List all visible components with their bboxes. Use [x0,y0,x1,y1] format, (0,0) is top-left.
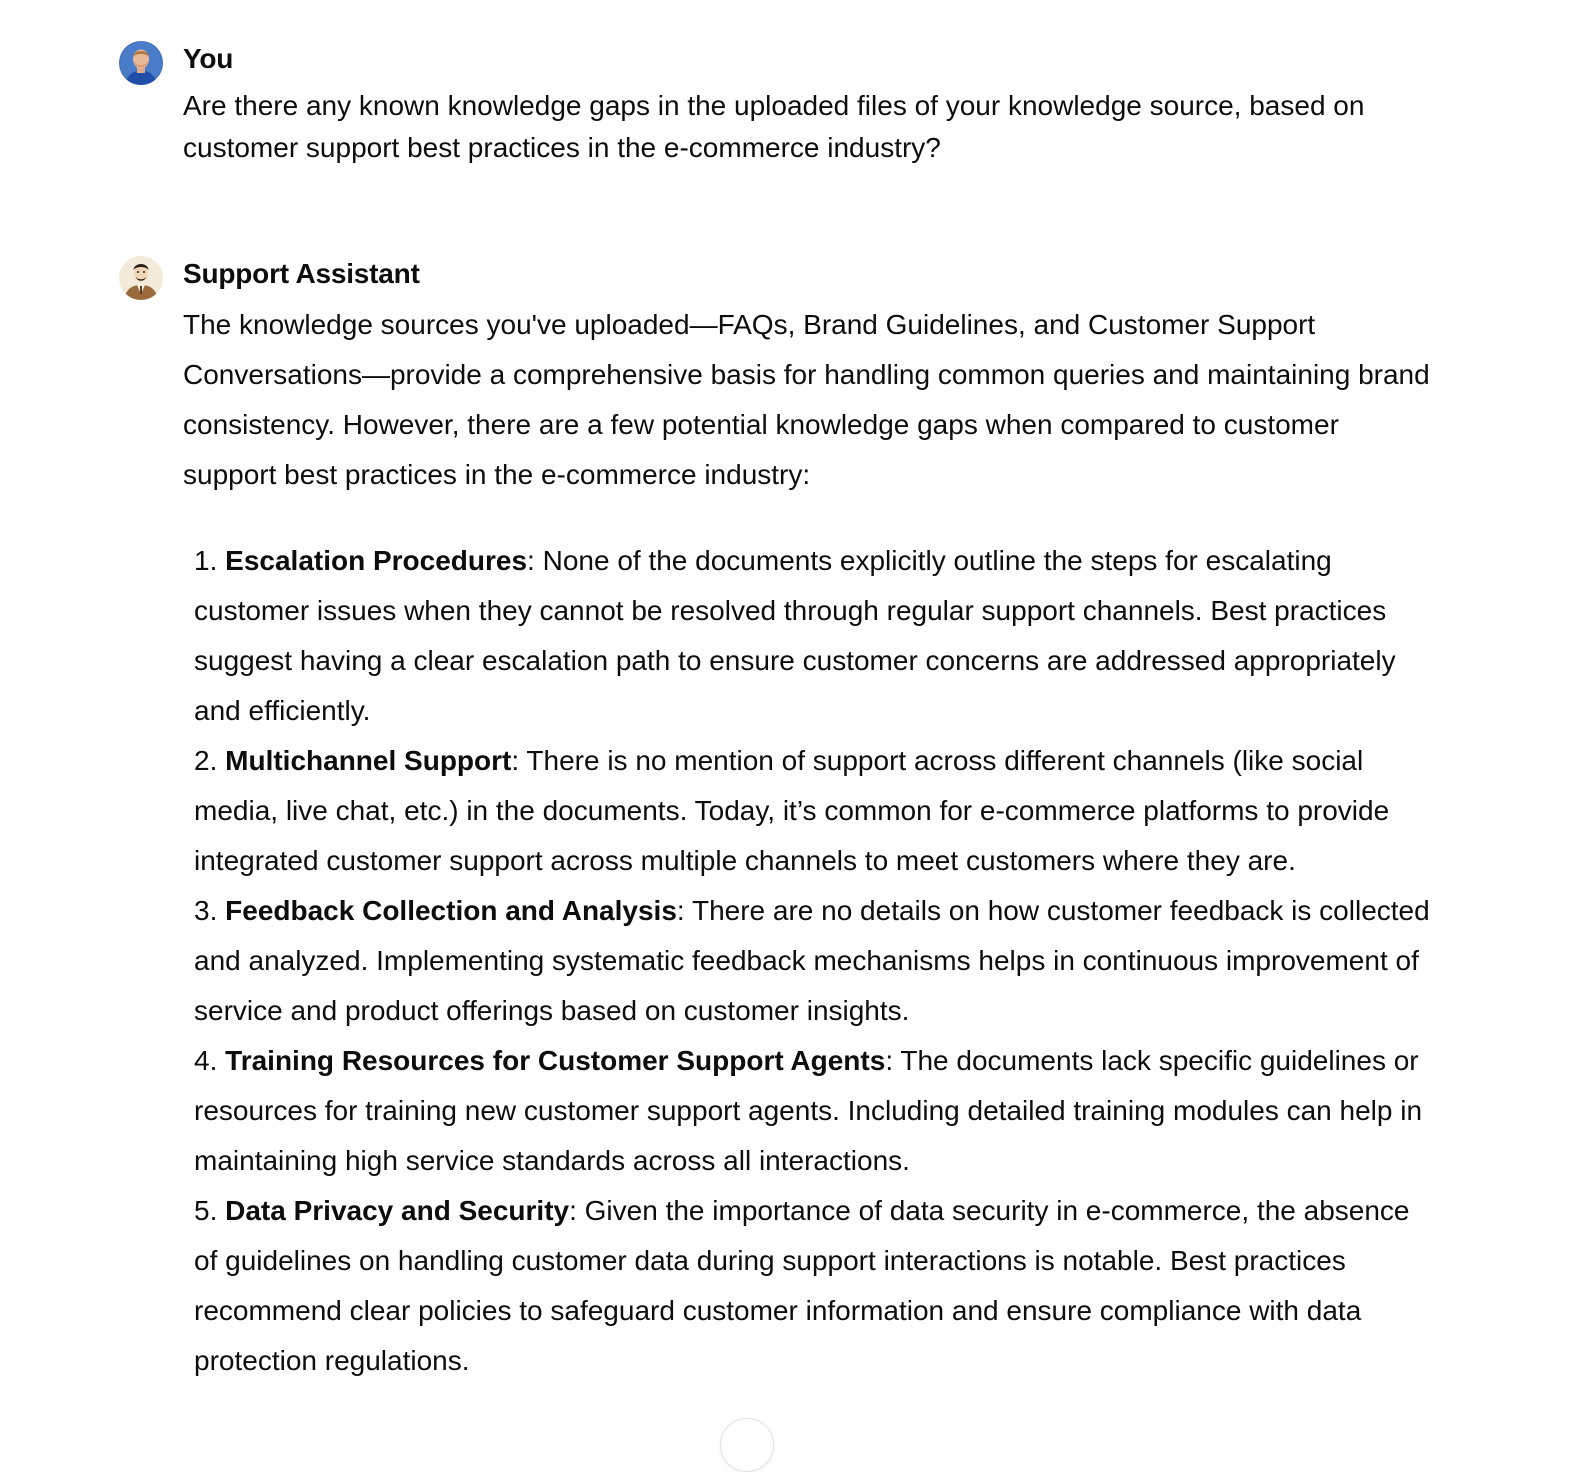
user-message-text: Are there any known knowledge gaps in the uploaded files of your knowledge source, based on customer support best practices in the e-commerce industry? [183,90,1365,163]
scroll-to-bottom-button[interactable] [720,1418,774,1472]
list-item-number: 2. [194,745,218,776]
list-item-number: 4. [194,1045,218,1076]
assistant-avatar-icon [119,256,163,300]
list-item-text: : There are no details on how customer feedback is collected and analyzed. Implementing systematic feedback mechanisms helps in continuous improvement of service and product offerings based on customer insights. [194,895,1430,1026]
assistant-intro-text: The knowledge sources you've uploaded—FAQs, Brand Guidelines, and Customer Support Conversations—provide a comprehensive basis for handling common queries and maintaining brand consistency. However, there are a few potential knowledge gaps when compared to customer support best practices in the e-commerce industry: [183,309,1430,490]
list-item [194,886,1434,1036]
list-item-text: : The documents lack specific guidelines or resources for training new customer support agents. Including detailed training modules can help in maintaining high service standards across all interactions. [194,1045,1423,1176]
list-item-number: 5. [194,1195,218,1226]
list-item-title: Multichannel Support [225,745,512,776]
list-item-text: : There is no mention of support across different channels (like social media, live chat, etc.) in the documents. Today, it’s common for e-commerce platforms to provide integrated customer support across multiple channels to meet customers where they are. [194,745,1390,876]
list-item [194,1036,1434,1186]
list-item [194,736,1434,886]
list-item [194,1186,1434,1386]
list-item-title: Data Privacy and Security [225,1195,570,1226]
knowledge-gaps-list [194,536,1434,1386]
list-item [194,536,1434,736]
list-item-number: 3. [194,895,218,926]
list-item-title: Training Resources for Customer Support Agents [225,1045,886,1076]
list-item-text: : Given the importance of data security in e-commerce, the absence of guidelines on handling customer data during support interactions is notable. Best practices recommend clear policies to safeguard customer information and ensure compliance with data protection regulations. [194,1195,1410,1376]
user-avatar-icon [119,41,163,85]
list-item-title: Escalation Procedures [225,545,528,576]
list-item-text: : None of the documents explicitly outline the steps for escalating customer issues when they cannot be resolved through regular support channels. Best practices suggest having a clear escalation path to ensure customer concerns are addressed appropriately and efficiently. [194,545,1396,726]
list-item-title: Feedback Collection and Analysis [225,895,677,926]
user-author-name: You [183,43,234,74]
assistant-author-name: Support Assistant [183,258,420,289]
list-item-number: 1. [194,545,218,576]
